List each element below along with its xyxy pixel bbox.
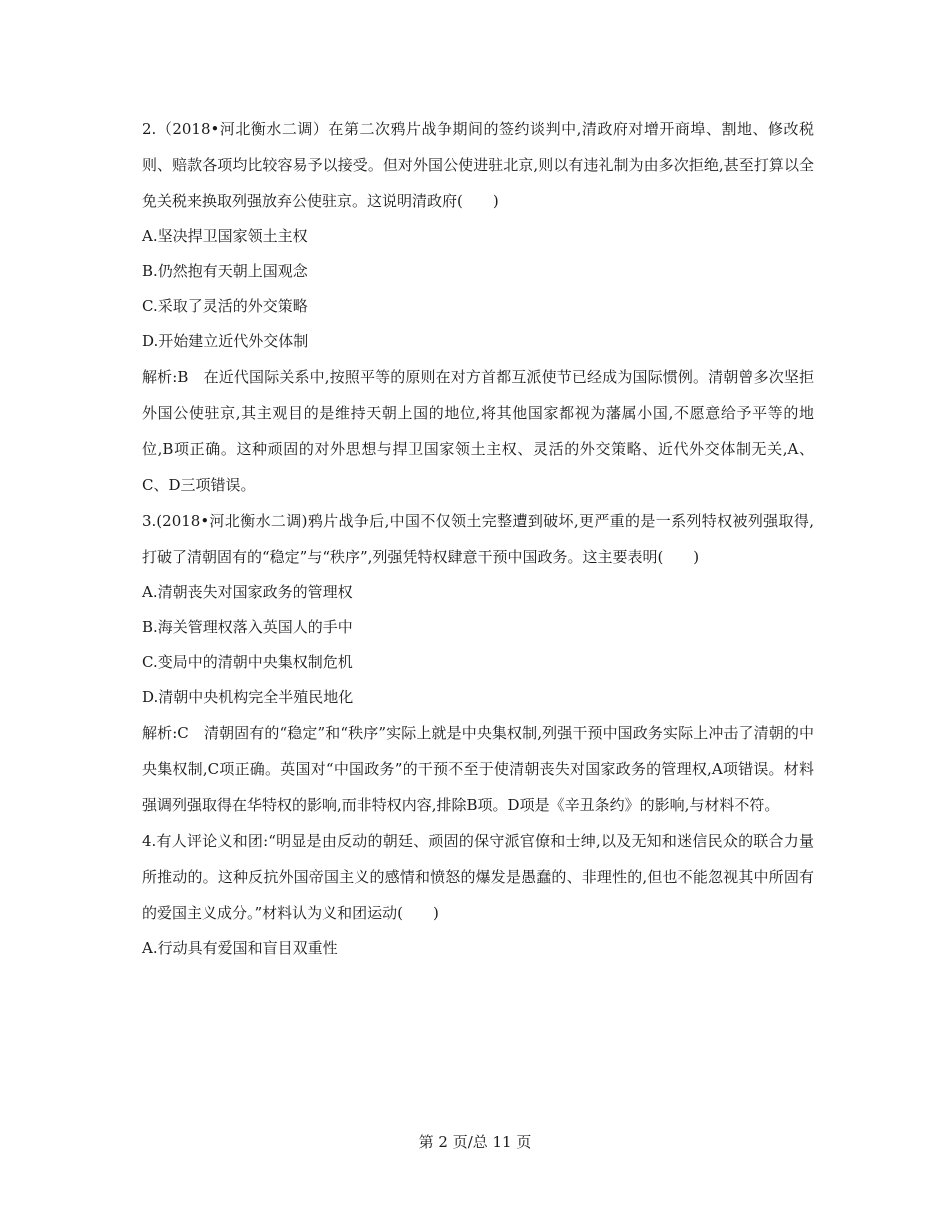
question-4-option-a: A.行动具有爱国和盲目双重性 <box>142 939 338 957</box>
question-3-option-b: B.海关管理权落入英国人的手中 <box>142 618 353 636</box>
question-2-stem: 2.（2018•河北衡水二调）在第二次鸦片战争期间的签约谈判中,清政府对增开商埠、割地、修改税则、赔款各项均比较容易予以接受。但对外国公使进驻北京,则以有违礼制为由多次拒绝,甚至打算以全免关税来换取列强放弃公使驻京。这说明清政府( ) <box>142 120 814 210</box>
question-2-analysis: 解析:B 在近代国际关系中,按照平等的原则在对方首都互派使节已经成为国际惯例。清朝曾多次坚拒外国公使驻京,其主观目的是维持天朝上国的地位,将其他国家都视为藩属小国,不愿意给予平等的地位,B项正确。这种顽固的对外思想与捍卫国家领土主权、灵活的外交策略、近代外交体制无关,A、C、D三项错误。 <box>142 368 814 494</box>
question-2-option-a: A.坚决捍卫国家领土主权 <box>142 227 308 245</box>
question-3 <box>142 503 814 823</box>
question-2-option-d: D.开始建立近代外交体制 <box>142 332 309 350</box>
question-2-option-b: B.仍然抱有天朝上国观念 <box>142 262 308 280</box>
page-footer: 第 2 页/总 11 页 <box>418 1133 532 1151</box>
question-3-option-d: D.清朝中央机构完全半殖民地化 <box>142 688 354 706</box>
question-2 <box>142 111 814 503</box>
question-3-option-c: C.变局中的清朝中央集权制危机 <box>142 653 353 671</box>
question-4 <box>142 823 814 966</box>
question-2-option-c: C.采取了灵活的外交策略 <box>142 297 308 315</box>
question-3-option-a: A.清朝丧失对国家政务的管理权 <box>142 583 353 601</box>
question-4-stem: 4.有人评论义和团:“明显是由反动的朝廷、顽固的保守派官僚和士绅,以及无知和迷信民众的联合力量所推动的。这种反抗外国帝国主义的感情和愤怒的爆发是愚蠢的、非理性的,但也不能忽视其中所固有的爱国主义成分。”材料认为义和团运动( ) <box>142 832 814 922</box>
question-3-analysis: 解析:C 清朝固有的“稳定”和“秩序”实际上就是中央集权制,列强干预中国政务实际上冲击了清朝的中央集权制,C项正确。英国对“中国政务”的干预不至于使清朝丧失对国家政务的管理权,A项错误。材料强调列强取得在华特权的影响,而非特权内容,排除B项。D项是《辛丑条约》的影响,与材料不符。 <box>142 724 814 814</box>
document-body <box>142 111 814 966</box>
question-3-stem: 3.(2018•河北衡水二调)鸦片战争后,中国不仅领土完整遭到破坏,更严重的是一系列特权被列强取得,打破了清朝固有的“稳定”与“秩序”,列强凭特权肆意干预中国政务。这主要表明( ) <box>142 512 814 566</box>
